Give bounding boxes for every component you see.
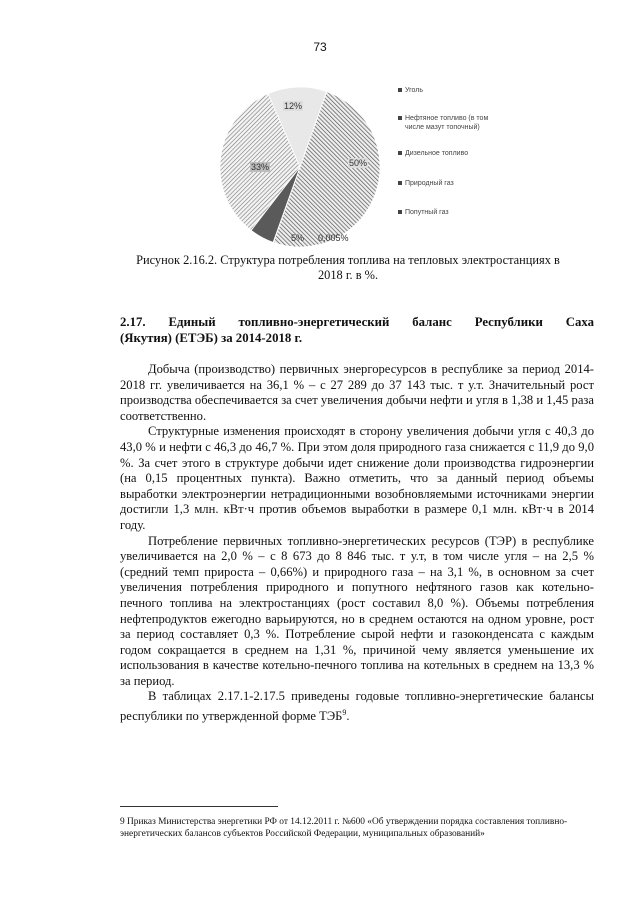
legend-swatch [398, 181, 402, 185]
heading-line-1 [120, 314, 594, 330]
legend-swatch [398, 88, 402, 92]
paragraph: Потребление первичных топливно-энергетических ресурсов (ТЭР) в республике увеличивается на 2,0 % – с 8 673 до 8 846 тыс. т у.т, в том числе угля – на 2,5 % (средний темп прироста – 0,66%) и природного газа – на 3,1 %, в основном за счет увеличения потребления природного и попутного нефтяного газов как котельно-печного топлива на электростанциях (рост составил 8,0 %). Объемы потребления нефтепродуктов ежегодно варьируются, но в среднем остаются на одном уровне, рост за период составляет 0,3 %. Потребление сырой нефти и газоконденсата с каждым годом сокращается в среднем на 1,31 %, причиной чему является уменьшение их использования в качестве котельно-печного топлива на котельных в среднем на 13,3 % за период. [120, 533, 594, 688]
paragraph-last [120, 689, 594, 724]
body-text [120, 362, 594, 725]
section-heading [120, 314, 594, 346]
page-number: 73 [313, 40, 327, 54]
paragraph: Добыча (производство) первичных энергоресурсов в республике за период 2014-2018 гг. увеличивается на 36,1 % – с 27 289 до 37 143 тыс. т у.т. Значительный рост производства обеспечивается за счет увеличения добычи нефти и угля в 1,38 и 1,45 раза соответственно. [120, 362, 594, 423]
pie-label-diesel: 0,005% [318, 233, 349, 243]
figure-caption [108, 253, 588, 283]
legend-label: Уголь [405, 87, 424, 94]
legend-item-natural-gas [398, 179, 454, 188]
legend-label: Природный газ [405, 180, 454, 187]
heading-line-2: (Якутия) (ЕТЭБ) за 2014-2018 г. [120, 331, 303, 345]
heading-word: Саха [565, 315, 594, 329]
heading-word: топливно-энергетический [238, 315, 390, 329]
caption-line-2: 2018 г. в %. [317, 268, 379, 282]
pie-label-natural-gas: 50% [349, 158, 368, 168]
legend-swatch [398, 116, 402, 120]
legend-label: Попутный газ [405, 209, 449, 216]
heading-word: Единый [168, 315, 216, 329]
paragraph-text: В таблицах 2.17.1-2.17.5 приведены годовые топливно-энергетические балансы республики по утвержденной форме ТЭБ [120, 689, 594, 724]
legend-item-oil-fuel [398, 114, 488, 132]
footnote-ref: 9 [342, 708, 347, 718]
legend-item-associated-gas [398, 208, 449, 217]
paragraph: Структурные изменения происходят в сторону увеличения добычи угля с 40,3 до 43,0 % и нефти с 46,3 до 46,7 %. При этом доля природного газа снижается с 11,9 до 9,0 %. За счет этого в структуре добычи идет снижение доли производства гидроэнергии (на 0,15 процентных пункта). Важно отметить, что за данный период объемы выработки электроэнергии нетрадиционными возобновляемыми источниками энергии достигли 1,3 млн. кВт·ч против объемов выработки в размере 0,1 млн. кВт·ч в 2014 году. [120, 424, 594, 532]
section-number: 2.17. [120, 315, 146, 329]
legend-item-coal [398, 86, 423, 95]
heading-word: баланс [412, 315, 452, 329]
legend-label: Дизельное топливо [405, 150, 469, 157]
paragraph-end: . [346, 709, 350, 724]
heading-word: Республики [474, 315, 543, 329]
footnote: 9 Приказ Министерства энергетики РФ от 14.12.2011 г. №600 «Об утверждении порядка составления топливно-энергетических балансов субъектов Российской Федерации, муниципальных образований» [120, 817, 568, 839]
pie-label-coal: 33% [251, 162, 270, 172]
pie-label-associated-gas: 5% [291, 233, 305, 243]
caption-line-1: Рисунок 2.16.2. Структура потребления топлива на тепловых электростанциях в [136, 253, 560, 267]
legend-swatch [398, 210, 402, 214]
legend-swatch [398, 151, 402, 155]
footnote-separator [120, 806, 278, 807]
pie-label-oil-fuel: 12% [284, 101, 303, 111]
legend-label: Нефтяное топливо (в том числе мазут топочный) [405, 115, 489, 131]
legend-item-diesel [398, 149, 468, 158]
